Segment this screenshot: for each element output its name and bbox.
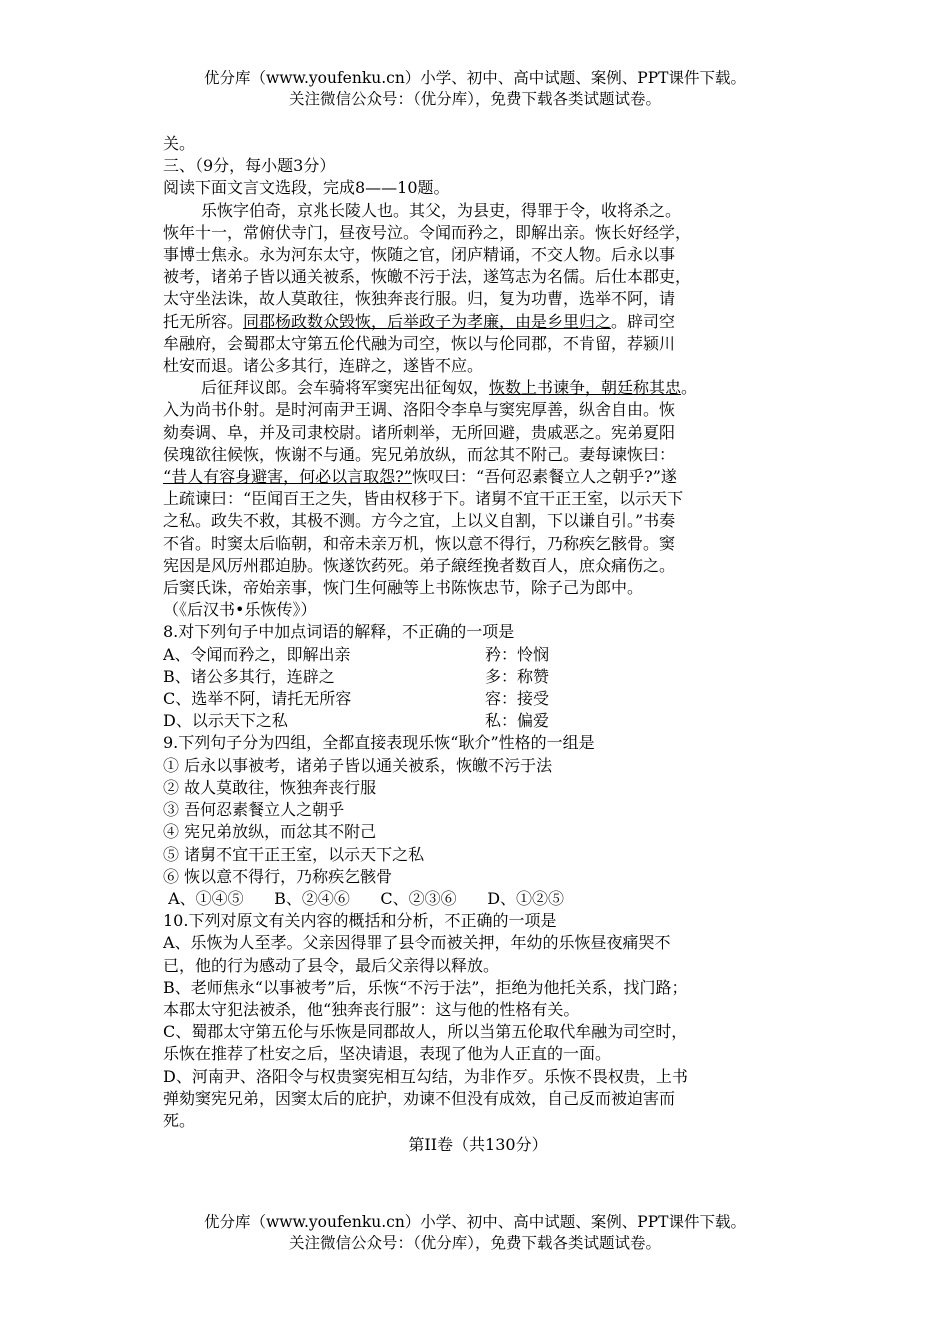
option-gloss: 矜：怜悯	[485, 644, 550, 664]
passage-line: 宪因是风厉州郡迫胁。恢遂饮药死。弟子縗绖挽者数百人，庶众痛伤之。	[163, 555, 676, 575]
option-line: 已，他的行为感动了县令，最后父亲得以释放。	[163, 955, 500, 975]
list-item: ④ 宪兄弟放纵，而忿其不附己	[163, 822, 377, 842]
passage-line: 事博士焦永。永为河东太守，恢随之官，闭庐精诵，不交人物。后永以事	[163, 245, 676, 265]
list-item: ⑤ 诸舅不宜干正王室，以示天下之私	[163, 844, 425, 864]
underlined-sentence: 恢数上书谏争，朝廷称其忠	[489, 378, 682, 398]
header-line-1: 优分库（www.youfenku.cn）小学、初中、高中试题、案例、PPT课件下载。	[203, 69, 747, 87]
text-span: 。	[681, 378, 698, 398]
option-sentence: C、选举不阿，请托无所容	[163, 689, 352, 709]
option-line: 死。	[163, 1110, 196, 1130]
option-gloss: 容：接受	[485, 689, 550, 709]
passage-paragraph-2	[163, 377, 793, 621]
question-10	[163, 910, 793, 1132]
option-sentence: D、以示天下之私	[163, 711, 288, 731]
passage-line	[163, 311, 793, 333]
footer-line-1: 优分库（www.youfenku.cn）小学、初中、高中试题、案例、PPT课件下载。	[203, 1213, 747, 1231]
option-row	[163, 644, 793, 666]
instruction: 阅读下面文言文选段，完成8——10题。	[163, 178, 450, 198]
passage-line: 后窦氏诛，帝始亲事，恢门生何融等上书陈恢忠节，除子己为郎中。	[163, 578, 644, 598]
passage-line	[163, 466, 793, 488]
passage-line: 被考，诸弟子皆以通关被系，恢皦不污于法，遂笃志为名儒。后仕本郡吏，	[163, 267, 692, 287]
passage-line: 上疏谏曰：“臣闻百王之失，皆由权移于下。诸舅不宜干正王室，以示天下	[163, 489, 684, 509]
option-row	[163, 666, 793, 688]
passage-line: 不省。时窦太后临朝，和帝未亲万机，恢以意不得行，乃称疾乞骸骨。窦	[163, 533, 676, 553]
page-footer	[0, 1212, 950, 1254]
underlined-sentence: “昔人有容身避害，何必以言取怨?”	[163, 467, 412, 487]
question-stem: 9.下列句子分为四组，全都直接表现乐恢“耿介”性格的一组是	[163, 733, 595, 753]
list-item: ① 后永以事被考，诸弟子皆以通关被系，恢皦不污于法	[163, 755, 553, 775]
option-gloss: 多：称赞	[485, 666, 550, 686]
option-line: D、河南尹、洛阳令与权贵窦宪相互勾结，为非作歹。乐恢不畏权贵，上书	[163, 1066, 688, 1086]
passage-line: 太守坐法诛，故人莫敢往，恢独奔丧行服。归，复为功曹，选举不阿，请	[163, 289, 676, 309]
passage-line: 侯瑰欲往候恢，恢谢不与通。宪兄弟放纵，而忿其不附己。妻每谏恢曰：	[163, 444, 676, 464]
option-line: A、乐恢为人至孝。父亲因得罪了县令而被关押，年幼的乐恢昼夜痛哭不	[163, 933, 671, 953]
option-line: 乐恢在推荐了杜安之后，坚决请退，表现了他为人正直的一面。	[163, 1044, 612, 1064]
footer-line-2: 关注微信公众号：（优分库），免费下载各类试题试卷。	[288, 1234, 661, 1252]
passage-line: 牟融府，会蜀郡太守第五伦代融为司空，恢以与伦同郡，不肯留，荐颍川	[163, 333, 676, 353]
text-span: 托无所容。	[163, 311, 244, 331]
passage-line: 恢年十一，常俯伏寺门，昼夜号泣。令闻而矜之，即解出亲。恢长好经学，	[163, 222, 692, 242]
text-line: 关。	[163, 134, 196, 153]
text-span: 恢叹曰：“吾何忍素餐立人之朝乎?”遂	[411, 467, 677, 487]
text-span: 后征拜议郎。会车骑将军窦宪出征匈奴，	[201, 378, 490, 398]
list-item: ③ 吾何忍素餐立人之朝乎	[163, 800, 345, 820]
option-gloss: 私：偏爱	[485, 711, 550, 731]
option-sentence: B、诸公多其行，连辟之	[163, 666, 335, 686]
passage-line: 之私。政失不救，其极不测。方今之宜，上以义自割，下以谦自引。”书奏	[163, 511, 676, 531]
passage-line: 杜安而退。诸公多其行，连辟之，遂皆不应。	[163, 356, 484, 376]
document-body	[163, 133, 793, 1156]
section-heading: 三、（9分，每小题3分）	[163, 156, 336, 176]
passage-line: 乐恢字伯奇，京兆长陵人也。其父，为县吏，得罪于令，收将杀之。	[201, 200, 682, 220]
option-row	[163, 710, 793, 732]
list-item: ⑥ 恢以意不得行，乃称疾乞骸骨	[163, 866, 393, 886]
text-span: 。辟司空	[611, 311, 676, 331]
answer-choices: A、①④⑤ B、②④⑥ C、②③⑥ D、①②⑤	[163, 888, 565, 908]
passage-line: 入为尚书仆射。是时河南尹王调、洛阳令李阜与窦宪厚善，纵舍自由。恢	[163, 400, 676, 420]
passage-line: 劾奏调、阜，并及司隶校尉。诸所刺举，无所回避，贵戚恶之。宪弟夏阳	[163, 422, 676, 442]
option-line: 弹劾窦宪兄弟，因窦太后的庇护，劝谏不但没有成效，自己反而被迫害而	[163, 1088, 676, 1108]
header-line-2: 关注微信公众号：（优分库），免费下载各类试题试卷。	[288, 90, 661, 108]
question-9	[163, 732, 793, 910]
question-stem: 10.下列对原文有关内容的概括和分析，不正确的一项是	[163, 911, 557, 931]
list-item: ② 故人莫敢往，恢独奔丧行服	[163, 777, 377, 797]
question-8	[163, 621, 793, 732]
option-line: 本郡太守犯法被杀，他“独奔丧行服”：这与他的性格有关。	[163, 999, 580, 1019]
option-line: C、蜀郡太守第五伦与乐恢是同郡故人，所以当第五伦取代牟融为司空时，	[163, 1022, 688, 1042]
question-stem: 8.对下列句子中加点词语的解释，不正确的一项是	[163, 622, 515, 642]
passage-paragraph-1	[163, 200, 793, 378]
underlined-sentence: 同郡杨政数众毁恢，后举政子为孝廉，由是乡里归之	[243, 311, 612, 331]
source-citation: （《后汉书•乐恢传》）	[163, 600, 317, 620]
option-row	[163, 688, 793, 710]
section-title: 第II卷（共130分）	[408, 1135, 548, 1155]
passage-line	[163, 377, 793, 399]
page-header	[0, 68, 950, 110]
option-sentence: A、令闻而矜之，即解出亲	[163, 644, 351, 664]
option-line: B、老师焦永“以事被考”后，乐恢“不污于法”，拒绝为他托关系，找门路；	[163, 977, 688, 997]
